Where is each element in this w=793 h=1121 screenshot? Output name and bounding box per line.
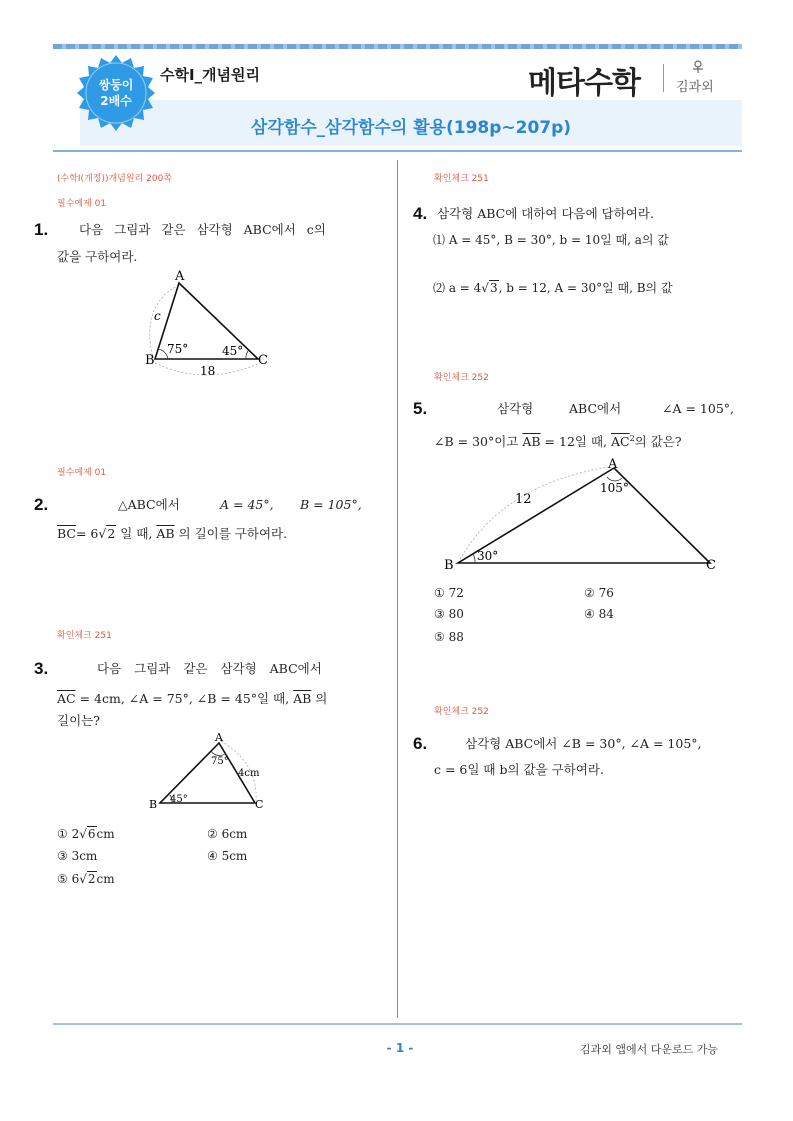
q4-tag: 확인체크 251 (434, 174, 489, 184)
badge-line-2: 2배수 (100, 94, 132, 108)
q2-text-line2: $\overline{BC}= 6√2$ 일 때, $\overline{AB}$ 의 길이를 구하여라. (57, 526, 288, 541)
q5-word-1: 삼각형 (497, 401, 534, 416)
q5-vertex-c: C (706, 558, 716, 573)
q2-angle-b: B = 105°, (300, 497, 362, 512)
q1-text-line1: 다음 그림과 같은 삼각형 ABC에서 c의 (79, 222, 326, 237)
q1-triangle-figure (140, 265, 270, 380)
q2-bc-radicand: 2 (107, 526, 116, 541)
header-top-stripe (53, 44, 742, 49)
person-icon (690, 60, 706, 76)
q5-angle-a: 105° (600, 481, 629, 495)
q3-mid: = 4cm, ∠A = 75°, ∠B = 45°일 때, (75, 691, 294, 706)
footer-note: 김과외 앱에서 다운로드 가능 (580, 1043, 719, 1056)
q4-text-line1: 삼각형 ABC에 대하여 다음에 답하여라. (437, 206, 654, 221)
q3-number: 3. (34, 659, 49, 678)
q5-vertex-b: B (444, 558, 454, 573)
q6-number: 6. (413, 734, 428, 753)
q5-choice-4[interactable]: ④ 84 (584, 607, 614, 621)
q3-choice-5[interactable]: ⑤ 6√2cm (57, 872, 115, 886)
header-divider (53, 150, 742, 152)
page-number: - 1 - (386, 1041, 414, 1055)
q5-choice-2[interactable]: ② 76 (584, 586, 614, 600)
unit-title: 삼각함수_삼각함수의 활용(198p~207p) (250, 118, 572, 138)
q5-word-3: ∠A = 105°, (662, 401, 735, 416)
q6-text-line2: c = 6일 때 b의 값을 구하여라. (434, 762, 604, 777)
subject-title: 수학Ⅰ_개념원리 (160, 66, 261, 84)
q5-choice-3[interactable]: ③ 80 (434, 607, 464, 621)
q2-number: 2. (34, 495, 49, 514)
q3-choice-3[interactable]: ③ 3cm (57, 849, 98, 863)
partner-logo: 김과외 (676, 80, 714, 95)
q5-tag: 확인체크 252 (434, 373, 489, 383)
q3-text-line1: 다음 그림과 같은 삼각형 ABC에서 (97, 661, 322, 676)
q5-triangle-figure (440, 455, 730, 580)
q5-text-line2: ∠B = 30°이고 $\overline{AB} = 12$일 때, $\overline{AC}^2$의 값은? (434, 434, 682, 450)
q3-side-ac: 4cm (238, 768, 260, 779)
footer-divider (53, 1023, 742, 1025)
q5-angle-b: 30° (477, 549, 499, 563)
q4-number: 4. (413, 204, 428, 223)
q2-bc-value: = 6 (75, 526, 99, 541)
q3-vertex-c: C (255, 798, 264, 811)
q3-text-line3: 길이는? (57, 713, 100, 728)
q1-vertex-a: A (175, 269, 185, 284)
q2-tag: 필수예제 01 (57, 468, 107, 478)
q1-text-line2: 값을 구하여라. (57, 249, 138, 264)
q1-angle-c: 45° (222, 344, 244, 358)
brand-logo: 메타수학 (528, 66, 640, 101)
q2-end: 의 길이를 구하여라. (174, 526, 288, 541)
q2-bc-label: $\overline{BC}$ (57, 526, 76, 541)
q5-vertex-a: A (608, 457, 618, 472)
q3-end: 의 (311, 691, 328, 706)
column-divider (397, 160, 398, 1018)
q3-choice-4[interactable]: ④ 5cm (207, 849, 248, 863)
q1-base-length: 18 (200, 364, 216, 378)
q4-part2: ⑵ a = 4√3, b = 12, A = 30°일 때, B의 값 (433, 281, 673, 295)
q3-angle-b: 45° (170, 794, 188, 805)
source-reference: (수학Ⅰ(개정))개념원리 200쪽 (57, 174, 172, 184)
q5-choice-5[interactable]: ⑤ 88 (434, 630, 464, 644)
q1-tag: 필수예제 01 (57, 199, 107, 209)
q6-tag: 확인체크 252 (434, 707, 489, 717)
q5-choice-1[interactable]: ① 72 (434, 586, 464, 600)
q5-number: 5. (413, 399, 428, 418)
q6-text-line1: 삼각형 ABC에서 ∠B = 30°, ∠A = 105°, (465, 736, 702, 751)
q5-choices (434, 586, 734, 652)
badge-line-1: 쌍둥이 (98, 78, 134, 92)
q2-triangle-ref: △ABC에서 (118, 497, 180, 512)
q3-choice-2[interactable]: ② 6cm (207, 827, 248, 841)
q2-angle-a: A = 45°, (220, 497, 274, 512)
q3-vertex-b: B (149, 798, 158, 811)
badge-label (76, 77, 156, 109)
q1-number: 1. (34, 220, 49, 239)
brand-divider (663, 64, 664, 92)
q2-mid: 일 때, (116, 526, 157, 541)
q5-ab-label: $\overline{AB}$ (522, 434, 541, 450)
q3-choice-1[interactable]: ① 2√6cm (57, 827, 115, 841)
q2-ab-label: $\overline{AB}$ (156, 526, 175, 541)
q1-angle-b: 75° (167, 342, 189, 356)
q3-ab-label: $\overline{AB}$ (293, 691, 312, 706)
q3-ac-label: $\overline{AC}$ (57, 691, 76, 706)
q5-ac-label: $\overline{AC}$ (610, 434, 630, 450)
q3-choices (57, 827, 377, 897)
q3-vertex-a: A (215, 733, 223, 744)
q4-part1: ⑴ A = 45°, B = 30°, b = 10일 때, a의 값 (433, 233, 669, 247)
q3-angle-a: 75° (211, 756, 229, 767)
q1-side-c: c (154, 309, 161, 323)
q5-word-2: ABC에서 (569, 401, 622, 416)
q3-tag: 확인체크 251 (57, 631, 112, 641)
q5-side-ab: 12 (515, 492, 532, 507)
q3-triangle-figure (140, 733, 270, 818)
q1-vertex-b: B (145, 353, 155, 368)
q1-vertex-c: C (258, 353, 268, 368)
